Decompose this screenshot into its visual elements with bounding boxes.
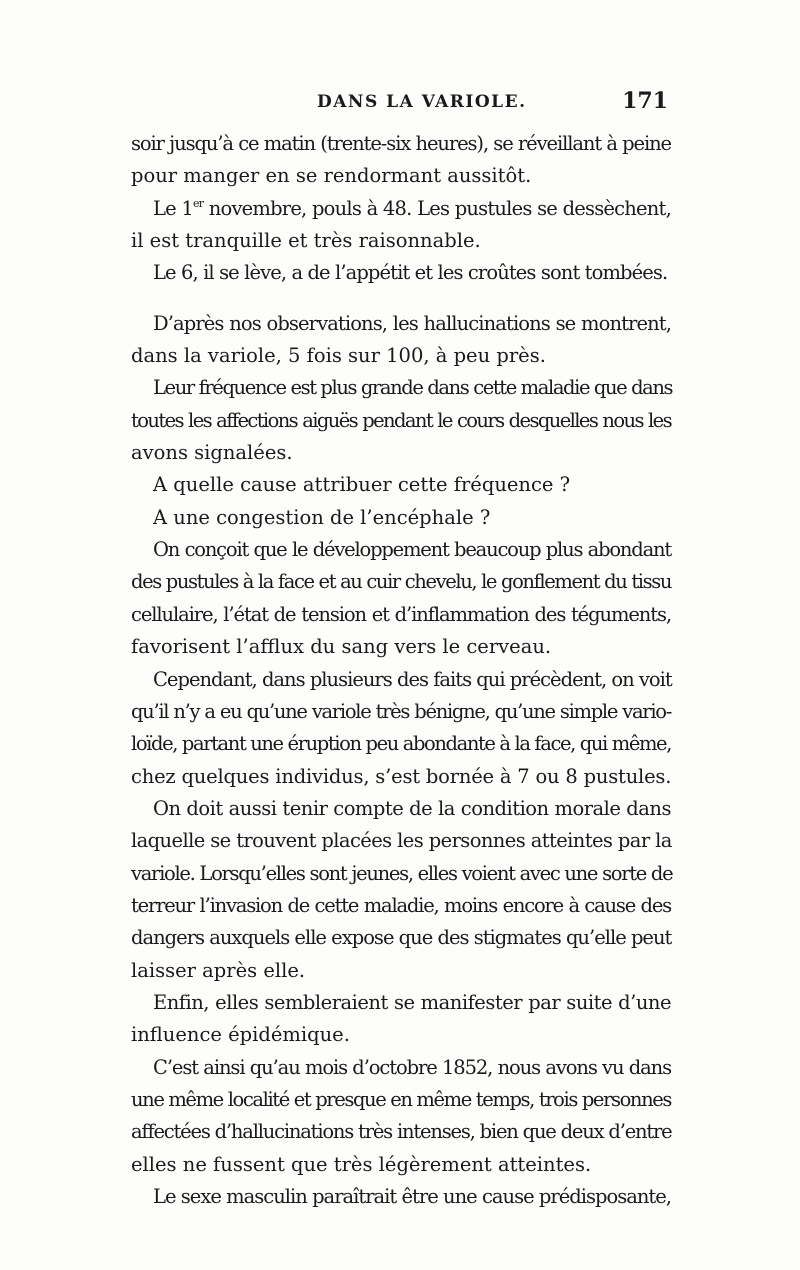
paragraph [131,534,671,663]
text-line: chez quelques individus, s’est bornée à 7 ou 8 pustules. [131,764,672,788]
text-line: dans la variole, 5 fois sur 100, à peu près. [131,344,546,368]
text-line: Enfin, elles sembleraient se manifester par suite d’une [153,990,671,1014]
text-line: affectées d’hallucinations très intenses, bien que deux d’entre [131,1120,672,1144]
paragraph [131,502,671,534]
text-line: Cependant, dans plusieurs des faits qui précèdent, on voit [153,667,672,691]
text-line: une même localité et presque en même temps, trois personnes [131,1087,671,1111]
running-head: DANS LA VARIOLE. [317,92,527,112]
text-line: Le 6, il se lève, a de l’appétit et les croûtes sont tombées. [153,261,668,285]
paragraph [131,372,671,469]
text-line: soir jusqu’à ce matin (trente-six heures), se réveillant à peine [131,132,671,155]
text-line: Leur fréquence est plus grande dans cette maladie que dans [153,376,673,400]
paragraph [131,1052,671,1181]
text-line: A une congestion de l’encéphale ? [153,505,491,529]
paragraph [131,257,671,289]
paragraph-gap [131,290,671,308]
paragraph [131,664,671,793]
text-line: variole. Lorsqu’elles sont jeunes, elles voient avec une sorte de [131,861,673,885]
text-line: il est tranquille et très raisonnable. [131,229,481,253]
text-line: dangers auxquels elle expose que des stigmates qu’elle peut [131,926,672,950]
text-line: des pustules à la face et au cuir chevelu, le gonflement du tissu [131,570,671,594]
text-line: A quelle cause attribuer cette fréquence ? [153,473,571,497]
paragraph [131,793,671,987]
text-line: toutes les affections aiguës pendant le cours desquelles nous les [131,408,671,432]
text-line: laisser après elle. [131,958,306,982]
paragraph [131,1181,671,1213]
text-line: qu’il n’y a eu qu’une variole très bénigne, qu’une simple vario- [131,699,671,723]
text-line: Le sexe masculin paraîtrait être une cause prédisposante, [153,1185,671,1208]
text-fragment: Le 1 [153,196,194,220]
body-text [131,128,671,1213]
text-line: loïde, partant une éruption peu abondante à la face, qui même, [131,732,671,756]
text-line: terreur l’invasion de cette maladie, moins encore à cause des [131,893,671,917]
text-line: On doit aussi tenir compte de la condition morale dans [153,796,671,820]
text-line: C’est ainsi qu’au mois d’octobre 1852, nous avons vu dans [153,1055,671,1079]
paragraph [131,469,671,501]
text-line: On conçoit que le développement beaucoup plus abondant [153,538,671,562]
text-line: influence épidémique. [131,1023,350,1047]
text-line [131,193,671,225]
text-line: favorisent l’afflux du sang vers le cerveau. [131,635,552,659]
text-line: avons signalées. [131,441,293,465]
text-line: elles ne fussent que très légèrement atteintes. [131,1152,592,1176]
text-line: laquelle se trouvent placées les personnes atteintes par la [131,829,672,853]
page-number: 171 [622,88,668,114]
text-fragment: novembre, pouls à 48. Les pustules se dessèchent, [203,196,671,220]
text-line: pour manger en se rendormant aussitôt. [131,164,532,188]
page-header [130,88,670,118]
paragraph [131,193,671,258]
superscript: er [193,196,204,210]
paragraph [131,308,671,373]
text-line: D’après nos observations, les hallucinations se montrent, [153,311,671,335]
paragraph [131,128,671,193]
paragraph [131,987,671,1052]
text-line: cellulaire, l’état de tension et d’inflammation des téguments, [131,602,671,626]
